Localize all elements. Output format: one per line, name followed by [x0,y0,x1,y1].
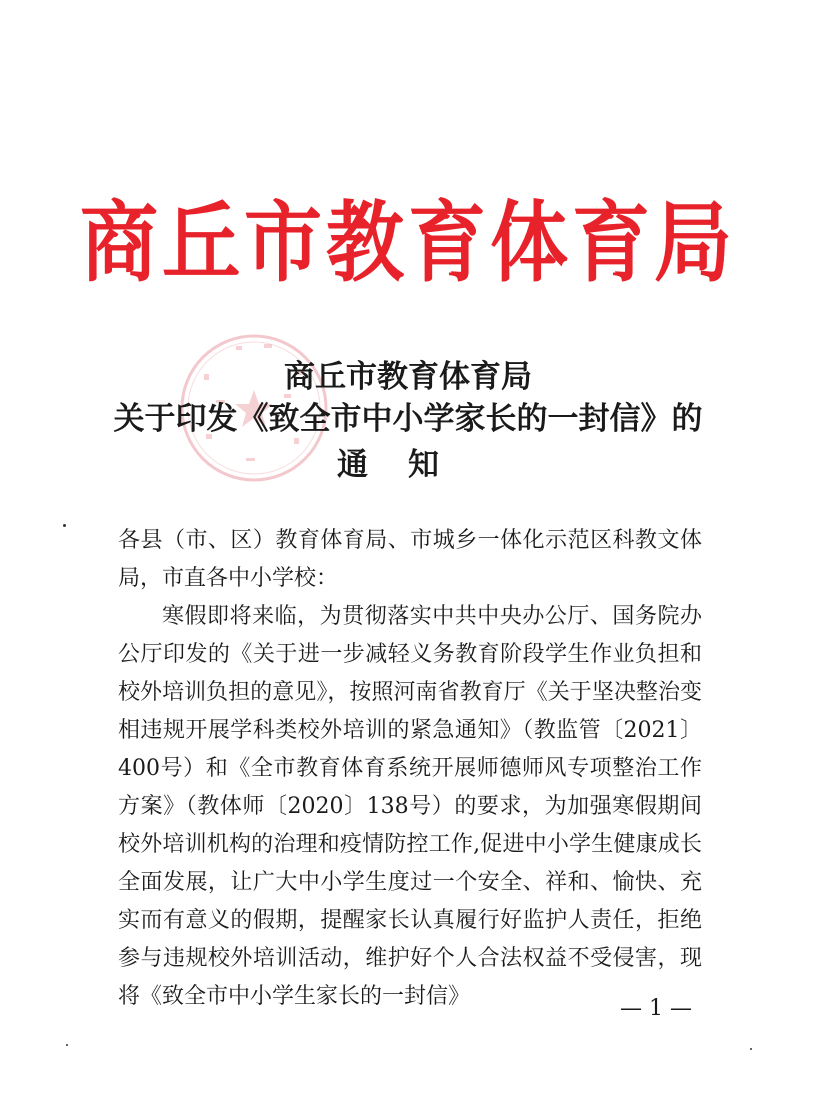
scan-speck [750,1048,752,1050]
title-line-3: 通知 [337,447,479,483]
page-number: — 1 — [620,996,692,1021]
document-body [118,522,702,1016]
scan-speck [63,524,66,527]
salutation: 各县（市、区）教育体育局、市城乡一体化示范区科教文体局，市直各中小学校： [118,528,702,591]
title-line-2: 关于印发《致全市中小学家长的一封信》的 [113,401,703,437]
document-title [0,356,816,486]
scan-speck [66,1044,68,1046]
title-line-1: 商丘市教育体育局 [284,359,532,395]
masthead-title: 商丘市教育体育局 [79,192,736,295]
body-paragraph: 寒假即将来临，为贯彻落实中共中央办公厅、国务院办公厅印发的《关于进一步减轻义务教育阶段学生作业负担和校外培训负担的意见》，按照河南省教育厅《关于坚决整治变相违规开展学科类校外培训的紧急通知》（教监管〔2021〕400号）和《全市教育体育系统开展师德师风专项整治工作方案》（教体师〔2020〕138号）的要求，为加强寒假期间校外培训机构的治理和疫情防控工作,促进中小学生健康成长全面发展，让广大中小学生度过一个安全、祥和、愉快、充实而有意义的假期，提醒家长认真履行好监护人责任，拒绝参与违规校外培训活动，维护好个人合法权益不受侵害，现将《致全市中小学生家长的一封信》 [118,604,702,1009]
